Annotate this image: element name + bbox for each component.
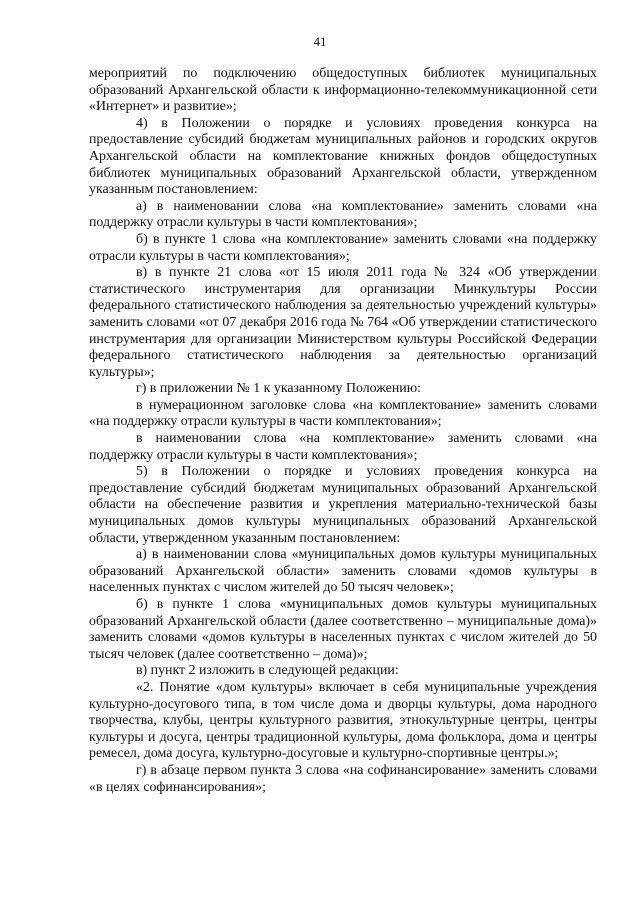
document-body xyxy=(89,66,597,796)
paragraph: в) в пункте 21 слова «от 15 июля 2011 года № 324 «Об утверждении статистического инструментария для организации Минкультуры России федерального статистического наблюдения за деятельностью учреждений культуры» заменить словами «от 07 декабря 2016 года № 764 «Об утверждении статистического инструментария для организации Министерством культуры Российской Федерации федерального статистического наблюдения за деятельностью организаций культуры»; xyxy=(89,265,597,380)
paragraph: б) в пункте 1 слова «на комплектование» заменить словами «на поддержку отрасли культуры в части комплектования»; xyxy=(89,231,597,264)
paragraph: б) в пункте 1 слова «муниципальных домов культуры муниципальных образований Архангельской области (далее соответственно – муниципальные дома)» заменить словами «домов культуры в населенных пунктах с числом жителей до 50 тысяч человек (далее соответственно – дома)»; xyxy=(89,597,597,662)
paragraph: в наименовании слова «на комплектование» заменить словами «на поддержку отрасли культуры в части комплектования»; xyxy=(89,431,597,463)
paragraph: «2. Понятие «дом культуры» включает в себя муниципальные учреждения культурно-досугового типа, в том числе дома и дворцы культуры, дома народного творчества, клубы, центры культурного развития, этнокультурные центры, центры культуры и досуга, центры традиционной культуры, дома фольклора, дома и центры ремесел, дома досуга, культурно-досуговые и культурно-спортивные центры.»; xyxy=(89,679,597,762)
paragraph: мероприятий по подключению общедоступных библиотек муниципальных образований Архангельской области к информационно-телекоммуникационной сети «Интернет» и развитие»; xyxy=(89,66,597,115)
page-number: 41 xyxy=(313,34,327,49)
paragraph: в нумерационном заголовке слова «на комплектование» заменить словами «на поддержку отрасли культуры в части комплектования»; xyxy=(89,397,597,430)
paragraph: в) пункт 2 изложить в следующей редакции: xyxy=(136,663,399,679)
paragraph: 5) в Положении о порядке и условиях проведения конкурса на предоставление субсидий бюджетам муниципальных образований Архангельской области на обеспечение развития и укрепления материально-технической базы муниципальных домов культуры муниципальных образований Архангельской области, утвержденном указанным постановлением: xyxy=(89,464,597,546)
paragraph: а) в наименовании слова «на комплектование» заменить словами «на поддержку отрасли культуры в части комплектования»; xyxy=(89,198,597,231)
paragraph: г) в абзаце первом пункта 3 слова «на софинансирование» заменить словами «в целях софинансирования»; xyxy=(89,762,597,795)
paragraph: а) в наименовании слова «муниципальных домов культуры муниципальных образований Архангельской области» заменить словами «домов культуры в населенных пунктах с числом жителей до 50 тысяч человек»; xyxy=(89,547,597,596)
paragraph: г) в приложении № 1 к указанному Положению: xyxy=(136,381,421,397)
paragraph: 4) в Положении о порядке и условиях проведения конкурса на предоставление субсидий бюджетам муниципальных районов и городских округов Архангельской области на комплектование книжных фондов общедоступных библиотек муниципальных образований Архангельской области, утвержденном указанным постановлением: xyxy=(89,115,597,198)
